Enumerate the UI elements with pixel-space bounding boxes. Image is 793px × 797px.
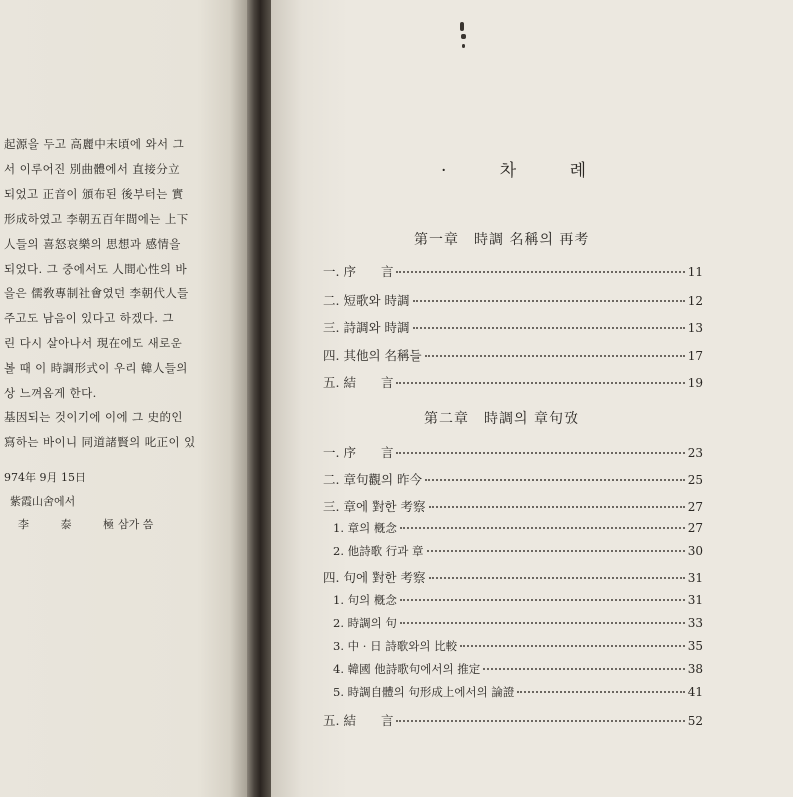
preface-line: 되었다. 그 중에서도 人間心性의 바: [4, 262, 187, 276]
preface-line: 상 느껴옴게 한다.: [4, 386, 97, 400]
preface-line: 을은 儒敎專制社會였던 李朝代人들: [4, 286, 189, 300]
toc-entry[interactable]: [323, 497, 703, 515]
leader-dots: [429, 506, 685, 508]
toc-title: · 차 례: [441, 161, 611, 181]
toc-entry-page: 23: [687, 446, 703, 460]
toc-entry-label: 五. 結 言: [323, 713, 394, 728]
toc-entry[interactable]: [323, 346, 703, 364]
ink-mark: [461, 34, 466, 39]
leader-dots: [400, 599, 685, 601]
leader-dots: [425, 479, 685, 481]
leader-dots: [413, 327, 685, 329]
leader-dots: [396, 452, 684, 454]
toc-entry-label: 4. 韓國 他詩歌句에서의 推定: [333, 662, 481, 676]
leader-dots: [429, 577, 685, 579]
toc-entry-label: 二. 短歌와 時調: [323, 293, 410, 308]
preface-line: 되었고 正音이 頒布된 後부터는 實: [4, 187, 184, 201]
toc-subentry[interactable]: [333, 543, 703, 559]
right-page-toc: [271, 0, 793, 797]
toc-subentry[interactable]: [333, 638, 703, 654]
toc-entry[interactable]: [323, 470, 703, 488]
toc-entry-label: 一. 序 言: [323, 445, 394, 460]
toc-entry-page: 11: [687, 265, 703, 279]
leader-dots: [425, 355, 685, 357]
toc-entry-label: 2. 時調의 句: [333, 616, 397, 630]
leader-dots: [517, 691, 684, 693]
toc-entry-label: 一. 序 言: [323, 264, 394, 279]
toc-entry-label: 5. 時調自體의 句形成上에서의 論證: [333, 685, 515, 699]
chapter-1-title: 第一章 時調 名稱의 再考: [414, 232, 590, 248]
toc-subentry[interactable]: [333, 661, 703, 677]
toc-entry-label: 四. 句에 對한 考察: [323, 570, 426, 585]
toc-entry-label: 五. 結 言: [323, 375, 394, 390]
preface-line: 基因되는 것이기에 이에 그 史的인: [4, 410, 183, 424]
toc-entry-label: 三. 章에 對한 考察: [323, 499, 426, 514]
preface-date: 974年 9月 15日: [4, 471, 86, 484]
toc-subentry[interactable]: [333, 520, 703, 536]
preface-line: 주고도 남음이 있다고 하겠다. 그: [4, 311, 174, 325]
preface-line: 볼 때 이 時調形式이 우리 韓人들의: [4, 361, 188, 375]
toc-entry-label: 二. 章句觀의 昨今: [323, 472, 422, 487]
toc-entry-page: 13: [687, 321, 703, 335]
toc-entry[interactable]: [323, 568, 703, 586]
preface-line: 서 이루어진 別曲體에서 直接分立: [4, 162, 181, 176]
toc-entry-label: 三. 詩調와 時調: [323, 320, 410, 335]
leader-dots: [483, 668, 684, 670]
toc-entry-page: 31: [687, 593, 703, 607]
toc-entry[interactable]: [323, 262, 703, 280]
toc-entry-label: 1. 句의 槪念: [333, 593, 397, 607]
toc-entry[interactable]: [323, 443, 703, 461]
leader-dots: [400, 622, 685, 624]
toc-entry-page: 38: [687, 662, 703, 676]
preface-place: 紫霞山舍에서: [10, 495, 76, 508]
toc-entry-page: 17: [687, 349, 703, 363]
toc-entry-page: 31: [687, 571, 703, 585]
toc-entry-label: 2. 他詩歌 行과 章: [333, 544, 424, 558]
preface-line: 린 다시 살아나서 現在에도 새로운: [4, 336, 183, 350]
preface-line: 起源을 두고 高麗中末頃에 와서 그: [4, 137, 185, 151]
leader-dots: [396, 382, 684, 384]
toc-entry-page: 12: [687, 294, 703, 308]
toc-entry-page: 30: [687, 544, 703, 558]
toc-entry-page: 19: [687, 376, 703, 390]
toc-entry-page: 52: [687, 714, 703, 728]
toc-entry-label: 1. 章의 槪念: [333, 521, 397, 535]
toc-entry-page: 33: [687, 616, 703, 630]
preface-line: 寫하는 바이니 同道諸賢의 叱正이 있: [4, 435, 196, 449]
chapter-2-title: 第二章 時調의 章句攷: [424, 411, 579, 427]
preface-line: 形成하였고 李朝五百年間에는 上下: [4, 212, 189, 226]
toc-entry-page: 27: [687, 521, 703, 535]
leader-dots: [427, 550, 685, 552]
toc-entry[interactable]: [323, 711, 703, 729]
leader-dots: [400, 527, 685, 529]
book-gutter: [247, 0, 271, 797]
toc-subentry[interactable]: [333, 615, 703, 631]
toc-entry[interactable]: [323, 318, 703, 336]
toc-subentry[interactable]: [333, 684, 703, 700]
leader-dots: [396, 720, 684, 722]
toc-entry-page: 25: [687, 473, 703, 487]
preface-author: 李 泰 極: [18, 518, 128, 531]
toc-entry-label: 四. 其他의 名稱들: [323, 348, 422, 363]
leader-dots: [396, 271, 684, 273]
toc-entry[interactable]: [323, 291, 703, 309]
left-page-preface: [0, 0, 247, 797]
toc-entry-page: 35: [687, 639, 703, 653]
toc-entry-label: 3. 中 · 日 詩歌와의 比較: [333, 639, 458, 653]
ink-mark: [462, 44, 465, 48]
preface-author-suffix: 삼가 씀: [118, 518, 154, 531]
preface-line: 人들의 喜怒哀樂의 思想과 感情을: [4, 237, 181, 251]
ink-mark: [460, 22, 464, 31]
toc-entry-page: 27: [687, 500, 703, 514]
leader-dots: [460, 645, 685, 647]
toc-entry-page: 41: [687, 685, 703, 699]
toc-subentry[interactable]: [333, 592, 703, 608]
leader-dots: [413, 300, 685, 302]
toc-entry[interactable]: [323, 373, 703, 391]
